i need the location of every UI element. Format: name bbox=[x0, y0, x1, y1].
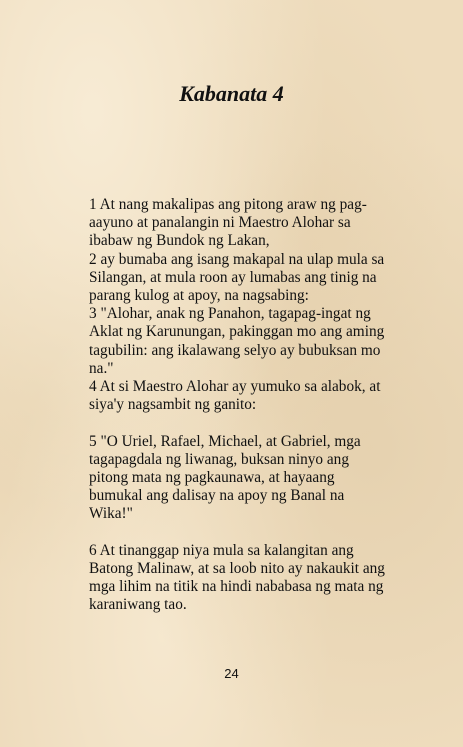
page-number: 24 bbox=[224, 666, 239, 681]
verse-1: 1 At nang makalipas ang pitong araw ng pag-aayuno at panalangin ni Maestro Alohar sa ibabaw ng Bundok ng Lakan, bbox=[89, 196, 367, 250]
chapter-body bbox=[89, 196, 389, 615]
verse-5: 5 "O Uriel, Rafael, Michael, at Gabriel, mga tagapagdala ng liwanag, buksan ninyo ang pitong mata ng pagkaunawa, at hayaang bumukal ang dalisay na apoy ng Banal na Wika!" bbox=[89, 432, 361, 523]
chapter-title: Kabanata 4 bbox=[179, 81, 284, 106]
verse-4: 4 At si Maestro Alohar ay yumuko sa alabok, at siya'y nagsambit ng ganito: bbox=[89, 378, 381, 414]
verse-6: 6 At tinanggap niya mula sa kalangitan ang Batong Malinaw, at sa loob nito ay nakaukit ang mga lihim na titik na hindi nababasa ng mata ng karaniwang tao. bbox=[89, 541, 385, 614]
verse-2: 2 ay bumaba ang isang makapal na ulap mula sa Silangan, at mula roon ay lumabas ang tinig na parang kulog at apoy, na nagsabing: bbox=[89, 250, 385, 305]
verse-3: 3 "Alohar, anak ng Panahon, tagapag-ingat ng Aklat ng Karunungan, pakinggan mo ang aming tagubilin: ang ikalawang selyo ay bubuksan mo na." bbox=[89, 305, 385, 377]
